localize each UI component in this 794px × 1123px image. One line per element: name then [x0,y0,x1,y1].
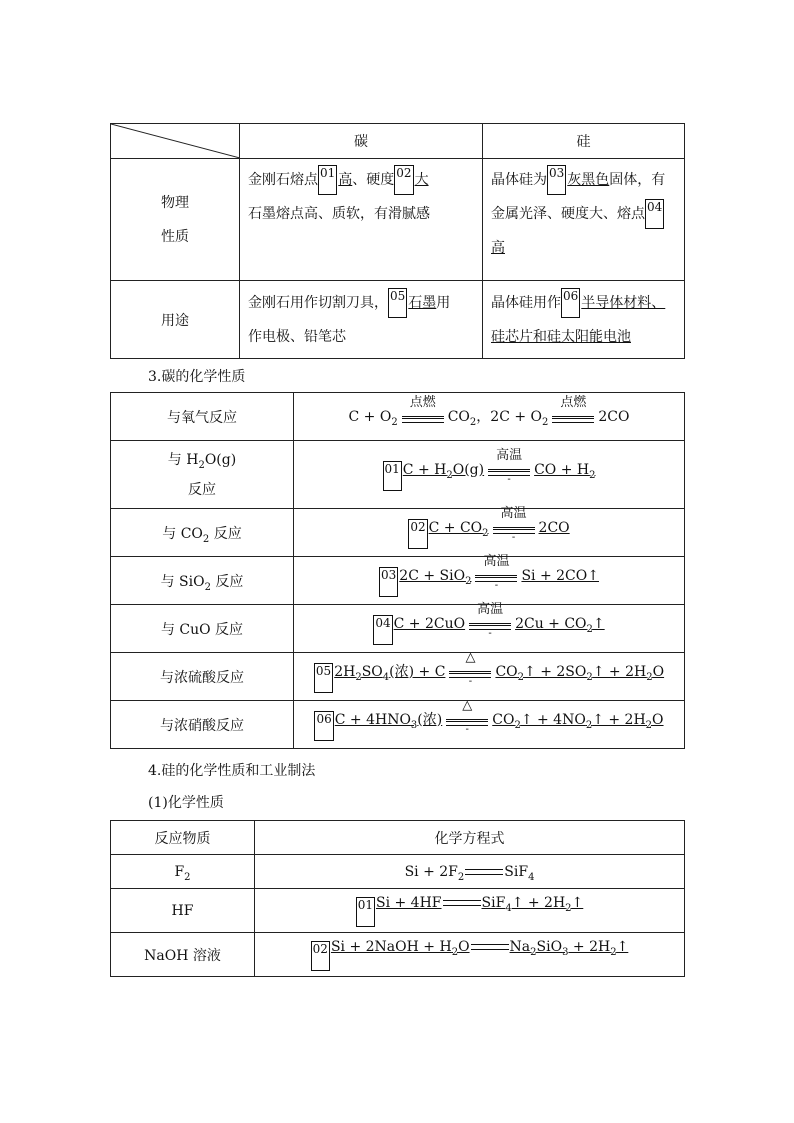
equation-hf: 01 Si + 4HF SiF$_4$↑ + $2H_2↑$ [255,889,685,933]
section-heading-4-1: (1)化学性质 [148,795,224,811]
diagonal-header-cell [111,124,240,159]
row-label-naoh: NaOH 溶液 [111,933,255,977]
row-label-h2so4: 与浓硫酸反应 [111,653,294,701]
equation-cuo: 04 C + 2CuO 高温 - $2Cu + CO_2↑$ [294,605,685,653]
row-label-f2: $F_2$ [111,855,255,889]
carbon-silicon-table [110,123,685,359]
col-header-equation: 化学方程式 [255,821,685,855]
row-header-usage: 用途 [111,281,240,359]
equation-f2: $Si + 2F_2$ SiF$_4$ [255,855,685,889]
row-label-cuo: 与 CuO 反应 [111,605,294,653]
col-header-reactant: 反应物质 [111,821,255,855]
col-header-silicon: 硅 [483,124,685,159]
silicon-usage-cell: 晶体硅用作 06 半导体材料、 硅芯片和硅太阳能电池 [483,281,685,359]
silicon-chemistry-table [110,820,685,977]
row-label-water: 与 $H_2O(g)$ 反应 [111,441,294,509]
row-label-hno3: 与浓硝酸反应 [111,701,294,749]
equation-water: 01 $C + H_2O(g)$ 高温 - CO + $H_2$ [294,441,685,509]
carbon-usage-cell: 金刚石用作切割刀具， 05 石墨用 作电极、铅笔芯 [240,281,483,359]
silicon-physical-cell: 晶体硅为 03 灰黑色固体，有 金属光泽、硬度大、熔点 04 高 [483,159,685,281]
row-label-co2: 与 $CO_2$ 反应 [111,509,294,557]
equation-naoh: 02 Si + 2NaOH + $H_2O$ $Na_2SiO_3$ + $2H_2↑$ [255,933,685,977]
carbon-physical-cell: 金刚石熔点 01 高、硬度 02 大 石墨熔点高、质软，有滑腻感 [240,159,483,281]
equation-co2: 02 $C + CO_2$ 高温 - 2CO [294,509,685,557]
equation-h2so4: 05 $2H_2SO_4$(浓) + C △ - $CO_2↑$ + $2SO_2↑ + 2H_2O$ [294,653,685,701]
section-heading-4: 4.硅的化学性质和工业制法 [148,763,316,779]
row-header-physical: 物理 性质 [111,159,240,281]
carbon-chemistry-table [110,392,685,749]
equation-oxygen: $C + O_2$ 点燃 $CO_2$，$2C + O_2$ 点燃 2CO [294,393,685,441]
section-heading-3: 3.碳的化学性质 [148,369,246,385]
row-label-sio2: 与 SiO$_2$ 反应 [111,557,294,605]
equation-hno3: 06 $C + 4HNO_3$(浓) △ - $CO_2↑$ + $4NO_2↑ + 2H_2O$ [294,701,685,749]
row-label-oxygen: 与氧气反应 [111,393,294,441]
equation-sio2: 03 2C + SiO$_2$ 高温 - Si + 2CO↑ [294,557,685,605]
row-label-hf: HF [111,889,255,933]
col-header-carbon: 碳 [240,124,483,159]
